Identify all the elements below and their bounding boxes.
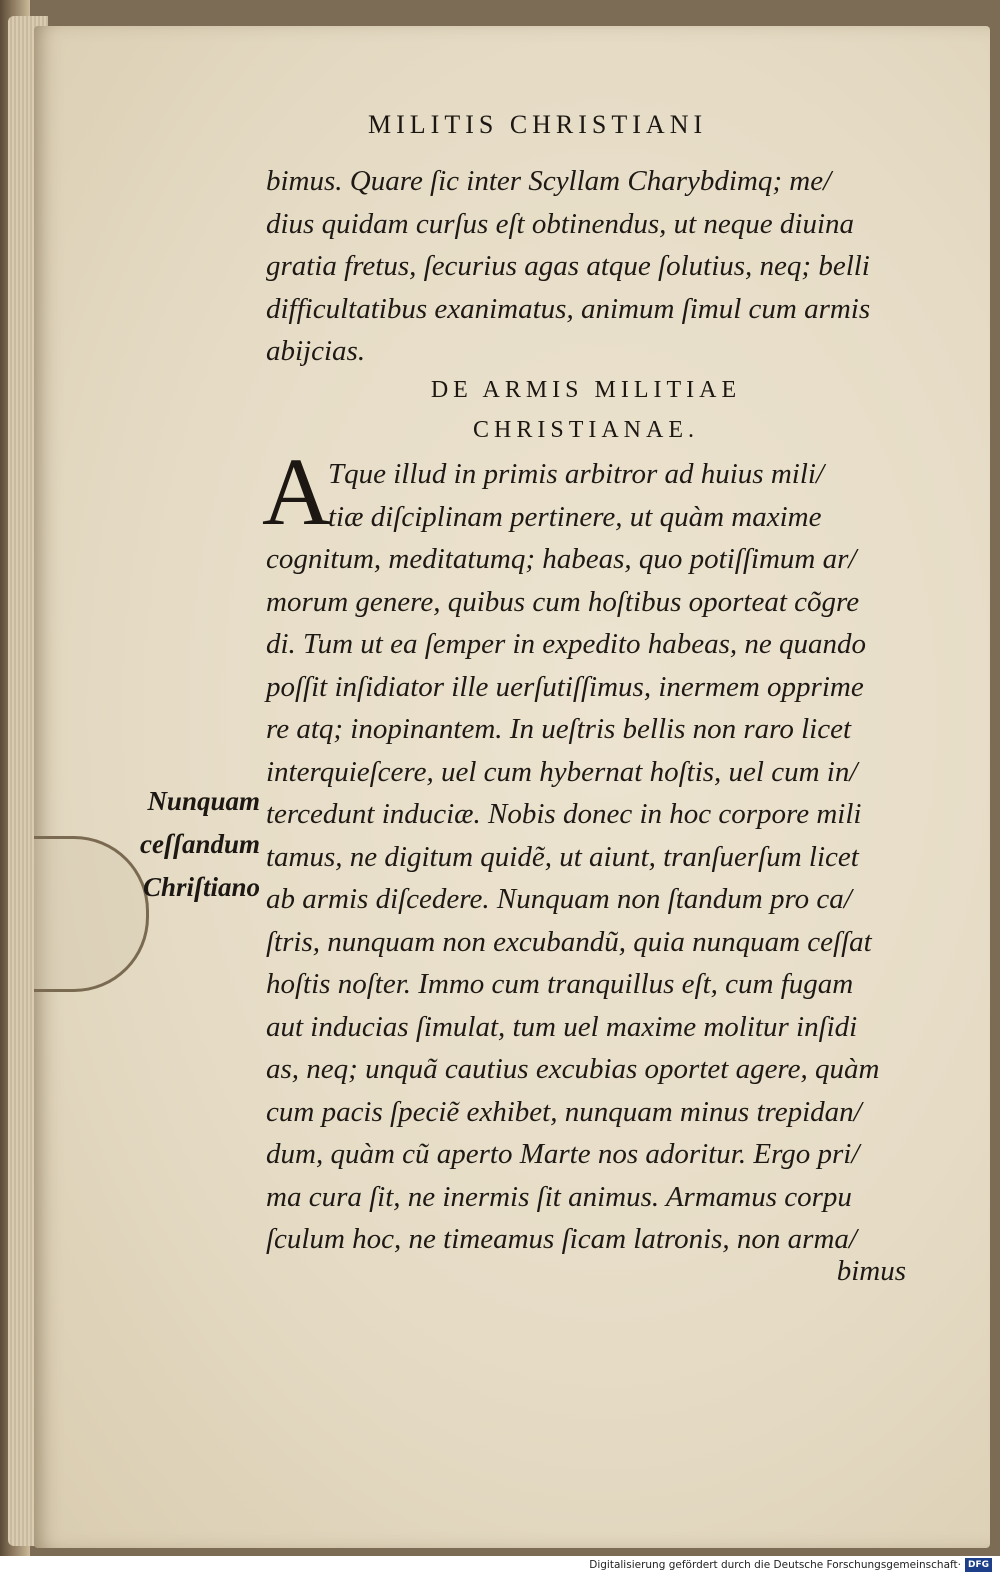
margin-note [122, 780, 260, 909]
margin-note-line: Nunquam [147, 786, 260, 816]
text-line: gratia fretus, ſecurius agas atque ſolutius, neq; belli [266, 250, 870, 282]
text-line: ab armis diſcedere. Nunquam non ſtandum pro ca/ [266, 883, 852, 915]
section-heading-line: DE ARMIS MILITIAE [430, 377, 742, 403]
text-line: as, neq; unquã cautius excubias oportet agere, quàm [266, 1053, 880, 1085]
text-line: bimus. Quare ſic inter Scyllam Charybdimq; me/ [266, 165, 832, 197]
margin-note-line: Chriſtiano [142, 872, 260, 902]
footer-text: Digitalisierung gefördert durch die Deutsche Forschungsgemeinschaft [589, 1559, 958, 1571]
text-line: hoſtis noſter. Immo cum tranquillus eſt, cum fugam [266, 968, 854, 1000]
catchword-block [266, 1250, 906, 1293]
text-line: abijcias. [266, 335, 366, 367]
section-heading [266, 370, 906, 450]
running-head: MILITIS CHRISTIANI [368, 110, 708, 139]
text-line: dius quidam curſus eſt obtinendus, ut neque diuina [266, 207, 855, 240]
text-line: ſtris, nunquam non excubandũ, quia nunquam ceſſat [266, 925, 872, 958]
dfg-logo-icon: DFG [965, 1558, 992, 1572]
text-line: tamus, ne digitum quidẽ, ut aiunt, tranſuerſum licet [266, 840, 859, 873]
text-line: cognitum, meditatumq; habeas, quo potiſſimum ar/ [266, 543, 857, 575]
decorated-initial: A [262, 438, 332, 545]
text-line: Tque illud in primis arbitror ad huius mili/ [328, 458, 825, 490]
text-line: aut inducias ſimulat, tum uel maxime molitur inſidi [266, 1010, 858, 1043]
text-line: ſculum hoc, ne timeamus ſicam latronis, non arma/ [266, 1223, 857, 1255]
text-line: dum, quàm cũ aperto Marte nos adoritur. Ergo pri/ [266, 1138, 860, 1170]
main-paragraph [266, 453, 906, 1261]
text-line: poſſit inſidiator ille uerſutiſſimus, inermem opprime [266, 670, 864, 703]
text-line: morum genere, quibus cum hoſtibus oporteat cõgre [266, 585, 860, 618]
section-heading-line: CHRISTIANAE. [473, 417, 699, 443]
text-line: re atq; inopinantem. In ueſtris bellis non raro licet [266, 713, 852, 745]
text-line: ma cura ſit, ne inermis ſit animus. Armamus corpu [266, 1180, 852, 1213]
text-line: cum pacis ſpeciẽ exhibet, nunquam minus trepidan/ [266, 1095, 862, 1128]
margin-note-line: ceſſandum [140, 829, 260, 859]
catchword: bimus [836, 1255, 906, 1287]
text-line: difficultatibus exanimatus, animum ſimul cum armis [266, 292, 871, 325]
text-line: di. Tum ut ea ſemper in expedito habeas, ne quando [266, 628, 867, 660]
digitization-footer: Digitalisierung gefördert durch die Deutsche Forschungsgemeinschaft·DFG [0, 1556, 1000, 1574]
text-line: tiæ diſciplinam pertinere, ut quàm maxime [328, 500, 822, 533]
text-line: tercedunt induciæ. Nobis donec in hoc corpore mili [266, 798, 862, 830]
top-paragraph [266, 160, 906, 373]
text-line: interquieſcere, uel cum hybernat hoſtis, uel cum in/ [266, 755, 858, 788]
